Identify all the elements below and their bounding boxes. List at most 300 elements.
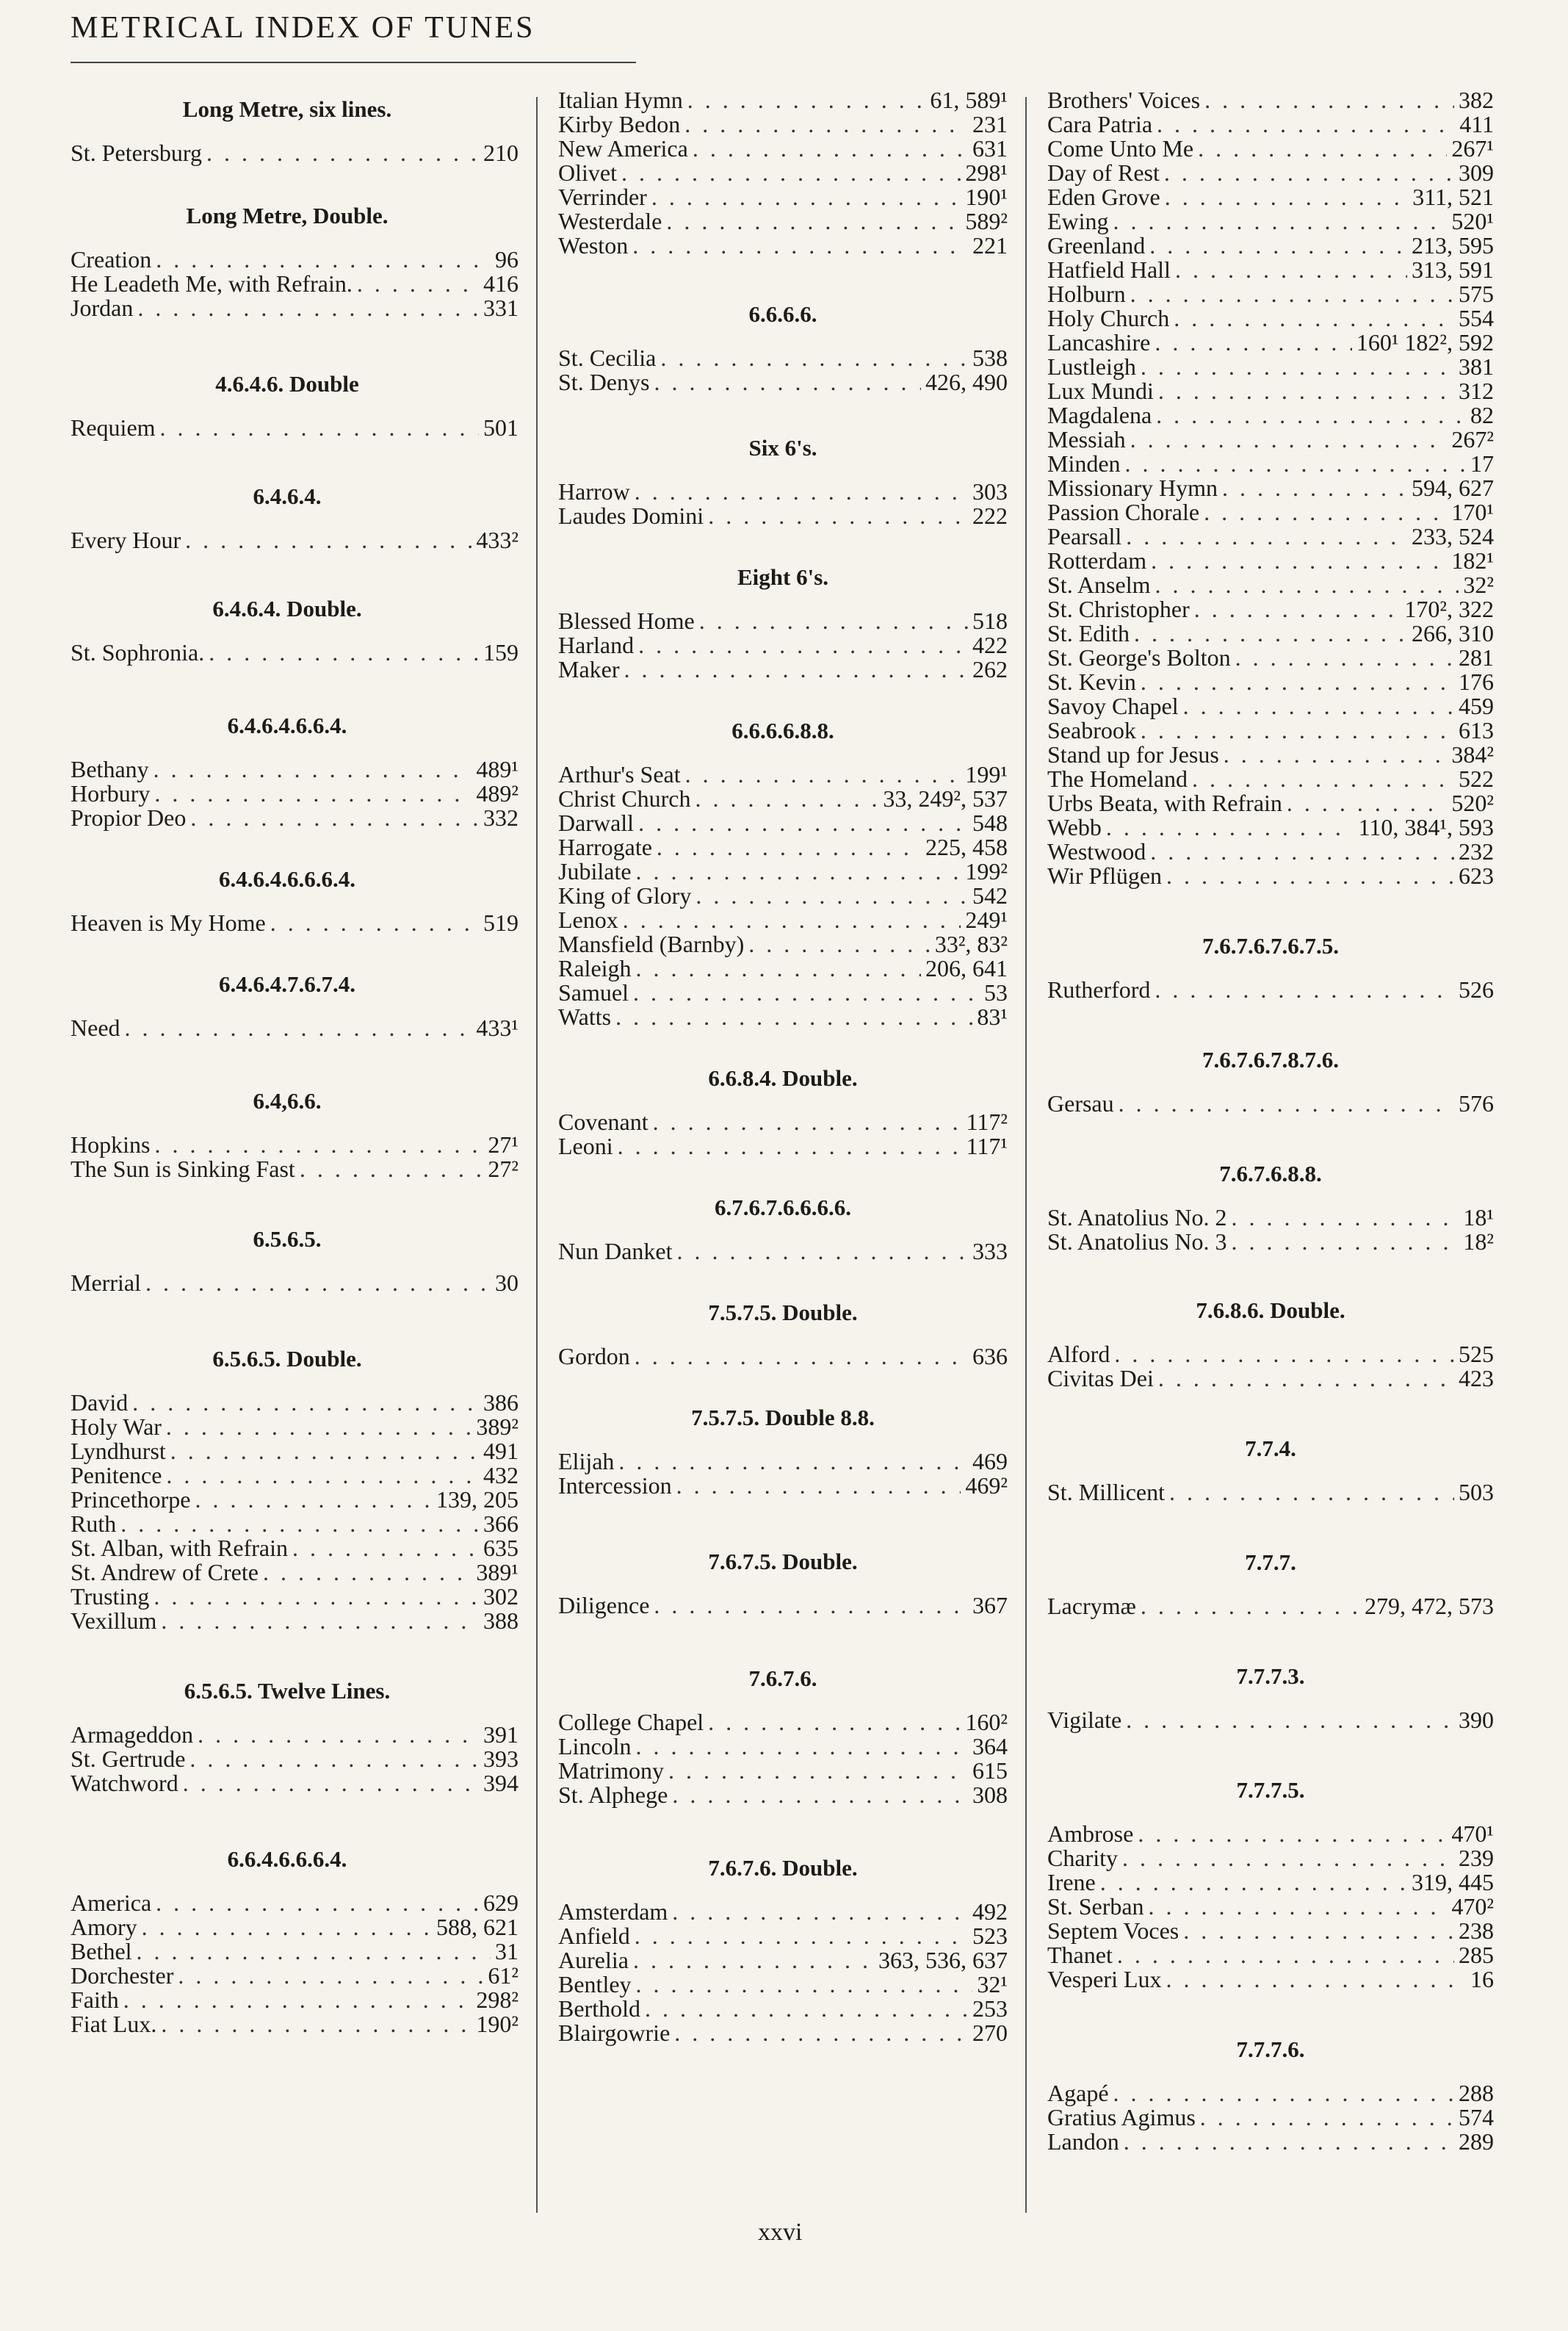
tune-name: Landon [1047, 2128, 1119, 2155]
dot-leader [708, 504, 968, 528]
tune-name: Seabrook [1047, 717, 1136, 743]
hymn-number: 615 [972, 1757, 1008, 1784]
dot-leader [748, 932, 931, 956]
index-section [71, 203, 519, 320]
dot-leader [300, 1157, 484, 1181]
dot-leader [633, 981, 980, 1005]
dot-leader [166, 1463, 479, 1488]
index-entry [558, 932, 1008, 956]
tune-name: Elijah [558, 1448, 615, 1474]
index-entry [558, 1900, 1008, 1924]
index-entry [71, 2012, 519, 2036]
hymn-number: 27¹ [488, 1131, 519, 1158]
index-entry [558, 480, 1008, 504]
index-section [1047, 1436, 1494, 1505]
index-entry [558, 1734, 1008, 1759]
index-entry [71, 296, 519, 320]
dot-leader [161, 2012, 472, 2036]
hymn-number: 289 [1459, 2128, 1494, 2155]
hymn-number: 312 [1459, 378, 1494, 404]
dot-leader [645, 1997, 968, 2021]
index-entry [558, 1759, 1008, 1783]
tune-name: Brothers' Voices [1047, 87, 1201, 113]
dot-leader [1204, 500, 1447, 525]
hymn-number: 33², 83² [934, 931, 1008, 957]
index-entry [558, 370, 1008, 394]
dot-leader [638, 633, 968, 657]
index-entry [1047, 525, 1494, 549]
tune-name: Bethany [71, 756, 149, 782]
index-entry [1047, 718, 1494, 743]
dot-leader [1166, 864, 1454, 888]
index-entry [71, 272, 519, 296]
dot-leader [672, 1783, 968, 1807]
index-entry [558, 811, 1008, 835]
section-heading: 6.6.8.4. Double. [708, 1065, 858, 1091]
dot-leader [1149, 1895, 1448, 1919]
index-entry [71, 911, 519, 935]
dot-leader [1150, 840, 1454, 864]
hymn-number: 206, 641 [925, 955, 1008, 981]
dot-leader [1165, 185, 1408, 209]
tune-name: The Sun is Sinking Fast [71, 1156, 295, 1182]
tune-name: Mansfield (Barnby) [558, 931, 745, 957]
dot-leader [145, 1271, 491, 1295]
tune-name: Heaven is My Home [71, 909, 266, 936]
hymn-number: 139, 205 [436, 1486, 519, 1513]
section-heading: 7.7.7. [1245, 1549, 1296, 1575]
tune-name: Lincoln [558, 1733, 632, 1759]
section-heading: 6.6.6.6. [748, 301, 817, 327]
index-entry [558, 161, 1008, 185]
index-entry [558, 137, 1008, 161]
dot-leader [1126, 525, 1407, 549]
section-heading: 7.6.7.6. Double. [708, 1855, 858, 1881]
tune-name: St. Gertrude [71, 1745, 186, 1772]
index-entry [1047, 137, 1494, 161]
dot-leader [635, 1924, 968, 1948]
tune-name: Bentley [558, 1971, 632, 1997]
tune-name: Wir Pflügen [1047, 862, 1163, 889]
index-section [558, 1666, 1008, 1807]
hymn-number: 459 [1459, 693, 1494, 719]
index-entry [1047, 840, 1494, 864]
index-section [71, 867, 519, 935]
index-entry [71, 1016, 519, 1040]
tune-name: Charity [1047, 1845, 1118, 1871]
dot-leader [1174, 306, 1454, 331]
dot-leader [1106, 815, 1354, 840]
hymn-number: 391 [483, 1721, 519, 1748]
tune-name: St. Alban, with Refrain [71, 1535, 288, 1561]
hymn-number: 381 [1459, 353, 1494, 380]
dot-leader [1231, 1230, 1459, 1254]
index-entry [558, 860, 1008, 884]
hymn-number: 520² [1451, 790, 1494, 816]
hymn-number: 588, 621 [436, 1914, 519, 1940]
tune-name: Septem Voces [1047, 1917, 1179, 1944]
dot-leader [633, 1948, 874, 1972]
section-heading: 4.6.4.6. Double [215, 371, 359, 397]
index-entry [1047, 500, 1494, 525]
index-entry [71, 782, 519, 806]
tune-name: Diligence [558, 1592, 650, 1618]
index-entry [1047, 2105, 1494, 2130]
hymn-number: 416 [483, 270, 519, 297]
index-entry [71, 1488, 519, 1512]
hymn-number: 83¹ [977, 1004, 1008, 1030]
dot-leader [674, 2021, 968, 2045]
hymn-number: 333 [972, 1238, 1008, 1264]
hymn-number: 27² [488, 1156, 519, 1182]
dot-leader [178, 1964, 483, 1988]
dot-leader [125, 1016, 472, 1040]
hymn-number: 298¹ [965, 159, 1008, 186]
tune-name: Hopkins [71, 1131, 151, 1158]
section-heading: 7.6.7.6.7.6.7.5. [1202, 933, 1339, 959]
index-entry [558, 981, 1008, 1005]
index-entry [558, 1344, 1008, 1369]
section-heading: 7.7.4. [1245, 1435, 1296, 1461]
hymn-number: 190¹ [965, 184, 1008, 210]
tune-name: Jubilate [558, 858, 632, 885]
hymn-number: 96 [495, 246, 519, 273]
hymn-number: 426, 490 [925, 369, 1008, 395]
hymn-number: 170¹ [1451, 499, 1494, 525]
index-entry [558, 1948, 1008, 1972]
section-heading: Long Metre, Double. [186, 203, 389, 228]
section-heading: 7.6.7.5. Double. [708, 1549, 858, 1574]
section-heading: Long Metre, six lines. [182, 96, 392, 122]
hymn-number: 225, 458 [925, 834, 1008, 860]
dot-leader [160, 416, 479, 440]
dot-leader [1198, 137, 1447, 161]
index-entry [1047, 161, 1494, 185]
index-section [71, 1089, 519, 1181]
tune-name: Anfield [558, 1923, 630, 1949]
tune-name: Urbs Beata, with Refrain [1047, 790, 1282, 816]
hymn-number: 519 [483, 909, 519, 936]
column-divider [1025, 97, 1027, 2213]
hymn-number: 262 [972, 656, 1008, 682]
index-entry [1047, 476, 1494, 500]
tune-name: Bethel [71, 1938, 132, 1964]
index-entry [71, 1157, 519, 1181]
dot-leader [1114, 1342, 1454, 1366]
index-section [1047, 1664, 1494, 1732]
index-entry [71, 416, 519, 440]
hymn-number: 18¹ [1463, 1204, 1494, 1231]
hymn-number: 332 [483, 804, 519, 831]
tune-name: Italian Hymn [558, 87, 683, 113]
index-entry [71, 1771, 519, 1795]
tune-name: Agapé [1047, 2080, 1109, 2106]
index-entry [1047, 1967, 1494, 1992]
tune-name: Passion Chorale [1047, 499, 1200, 525]
hymn-number: 389² [476, 1413, 519, 1440]
tune-name: Need [71, 1015, 120, 1041]
tune-name: Day of Rest [1047, 159, 1160, 186]
section-heading: 6.4.6.4.6.6.4. [227, 713, 347, 738]
tune-name: Irene [1047, 1869, 1096, 1895]
hymn-number: 33, 249², 537 [883, 785, 1008, 812]
dot-leader [1183, 694, 1454, 718]
tune-name: Lancashire [1047, 329, 1151, 356]
dot-leader [1158, 379, 1454, 403]
dot-leader [1287, 791, 1448, 815]
section-heading: Six 6's. [748, 435, 817, 461]
hymn-number: 82 [1470, 402, 1494, 428]
index-section [71, 972, 519, 1040]
hymn-number: 30 [495, 1269, 519, 1296]
hymn-number: 308 [972, 1781, 1008, 1808]
hymn-number: 176 [1459, 669, 1494, 695]
tune-name: St. Cecilia [558, 345, 657, 371]
index-entry [558, 88, 1008, 112]
tune-name: Creation [71, 246, 152, 273]
dot-leader [1200, 2105, 1454, 2130]
dot-leader [677, 1239, 968, 1264]
hymn-number: 386 [483, 1389, 519, 1416]
index-entry [558, 504, 1008, 528]
hymn-number: 249¹ [965, 907, 1008, 933]
hymn-number: 366 [483, 1510, 519, 1537]
section-heading: 7.6.7.6.8.8. [1219, 1161, 1322, 1186]
index-entry [1047, 1480, 1494, 1505]
tune-name: Ewing [1047, 208, 1109, 234]
tune-name: Armageddon [71, 1721, 194, 1748]
dot-leader [623, 908, 961, 932]
tune-name: Lux Mundi [1047, 378, 1154, 404]
hymn-number: 199¹ [965, 761, 1008, 788]
hymn-number: 433¹ [476, 1015, 519, 1041]
dot-leader [263, 1560, 472, 1585]
index-entry [71, 806, 519, 830]
hymn-number: 525 [1459, 1341, 1494, 1367]
dot-leader [1141, 355, 1454, 379]
dot-leader [1157, 112, 1455, 137]
tune-name: Leoni [558, 1133, 613, 1159]
dot-leader [137, 296, 479, 320]
dot-leader [695, 787, 878, 811]
tune-name: Blairgowrie [558, 2020, 671, 2046]
hymn-number: 522 [1459, 765, 1494, 792]
index-entry [1047, 1708, 1494, 1732]
dot-leader [156, 1891, 479, 1915]
index-section [1047, 1161, 1494, 1254]
dot-leader [1119, 1092, 1454, 1116]
index-entry [1047, 452, 1494, 476]
hymn-number: 159 [483, 639, 519, 666]
section-heading: 6.7.6.7.6.6.6.6. [715, 1195, 851, 1220]
index-section [558, 1856, 1008, 2045]
hymn-number: 281 [1459, 644, 1494, 671]
hymn-number: 518 [972, 608, 1008, 634]
index-entry [71, 528, 519, 552]
index-entry [71, 1723, 519, 1747]
index-column-3 [1047, 88, 1494, 2204]
tune-name: Savoy Chapel [1047, 693, 1179, 719]
hymn-number: 117² [966, 1109, 1008, 1135]
hymn-number: 110, 384¹, 593 [1358, 814, 1494, 840]
dot-leader [1113, 2081, 1454, 2105]
column-divider [536, 97, 538, 2213]
hymn-number: 267² [1451, 426, 1494, 453]
index-entry [1047, 1206, 1494, 1230]
index-section [1047, 1550, 1494, 1618]
tune-name: Magdalena [1047, 402, 1152, 428]
tune-name: New America [558, 135, 688, 162]
index-section [558, 1405, 1008, 1498]
tune-name: Vexillum [71, 1607, 157, 1634]
tune-name: St. Andrew of Crete [71, 1559, 259, 1585]
index-entry [1047, 1919, 1494, 1943]
index-entry [71, 1512, 519, 1536]
index-entry [1047, 1895, 1494, 1919]
index-column-2 [558, 88, 1008, 2204]
index-section [558, 436, 1008, 528]
index-entry [71, 1391, 519, 1415]
tune-name: Holy War [71, 1413, 162, 1440]
section-heading: 6.5.6.5. [253, 1226, 322, 1252]
hymn-number: 382 [1459, 87, 1494, 113]
tune-name: Every Hour [71, 527, 181, 553]
index-section [71, 597, 519, 665]
dot-leader [636, 1734, 968, 1759]
index-entry [71, 1463, 519, 1488]
dot-leader [1169, 1480, 1454, 1505]
hymn-number: 182¹ [1451, 547, 1494, 574]
tune-name: Maker [558, 656, 620, 682]
index-entry [558, 763, 1008, 787]
index-entry [1047, 1846, 1494, 1870]
hymn-number: 253 [972, 1995, 1008, 2022]
tune-name: King of Glory [558, 882, 692, 909]
index-entry [1047, 379, 1494, 403]
dot-leader [1224, 743, 1448, 767]
hymn-number: 160² [965, 1709, 1008, 1735]
hymn-number: 501 [483, 414, 519, 441]
hymn-number: 199² [965, 858, 1008, 885]
index-entry [71, 1536, 519, 1560]
dot-leader [1155, 573, 1459, 597]
hymn-number: 389¹ [476, 1559, 519, 1585]
dot-leader [666, 209, 961, 234]
hymn-number: 575 [1459, 281, 1494, 307]
tune-name: Minden [1047, 450, 1121, 477]
tune-name: Messiah [1047, 426, 1126, 453]
index-entry [558, 185, 1008, 209]
section-heading: 6.6.4.6.6.6.4. [227, 1846, 347, 1872]
tune-name: Watchword [71, 1770, 178, 1796]
dot-leader [1100, 1870, 1407, 1895]
dot-leader [120, 1512, 479, 1536]
hymn-number: 469 [972, 1448, 1008, 1474]
dot-leader [183, 1771, 479, 1795]
hymn-number: 393 [483, 1745, 519, 1772]
dot-leader [166, 1415, 472, 1439]
hymn-number: 270 [972, 2020, 1008, 2046]
index-entry [558, 1710, 1008, 1734]
tune-name: Holburn [1047, 281, 1126, 307]
hymn-number: 61² [488, 1962, 519, 1989]
index-entry [558, 633, 1008, 657]
hymn-number: 313, 591 [1412, 256, 1494, 283]
index-entry [1047, 88, 1494, 112]
tune-name: St. Edith [1047, 620, 1130, 646]
section-heading: 7.7.7.3. [1236, 1663, 1305, 1689]
tune-name: Hatfield Hall [1047, 256, 1171, 283]
index-section [71, 1227, 519, 1295]
index-entry [558, 1972, 1008, 1997]
index-entry [1047, 694, 1494, 718]
section-heading: 6.5.6.5. Double. [212, 1346, 362, 1372]
hymn-number: 221 [972, 232, 1008, 259]
dot-leader [1138, 1822, 1447, 1846]
dot-leader [618, 1134, 962, 1159]
tune-name: Lyndhurst [71, 1438, 166, 1464]
index-entry [558, 1474, 1008, 1498]
index-entry [558, 1449, 1008, 1474]
dot-leader [190, 806, 479, 830]
dot-leader [1134, 622, 1407, 646]
index-entry [1047, 258, 1494, 282]
section-heading: 7.6.7.6. [748, 1665, 817, 1691]
page-title: METRICAL INDEX OF TUNES [71, 11, 535, 45]
tune-name: America [71, 1889, 152, 1916]
index-entry [71, 1133, 519, 1157]
tune-name: St. Serban [1047, 1893, 1144, 1920]
hymn-number: 231 [972, 111, 1008, 137]
hymn-number: 423 [1459, 1365, 1494, 1391]
index-entry [1047, 549, 1494, 573]
section-heading: 7.7.7.5. [1236, 1777, 1305, 1803]
dot-leader [161, 1609, 479, 1633]
dot-leader [1158, 1366, 1454, 1391]
dot-leader [1183, 1919, 1454, 1943]
dot-leader [654, 370, 921, 394]
hymn-number: 469² [965, 1472, 1008, 1499]
index-entry [558, 609, 1008, 633]
index-section [558, 1549, 1008, 1618]
dot-leader [638, 811, 968, 835]
tune-name: Harland [558, 632, 635, 658]
index-entry [558, 112, 1008, 137]
tune-name: Blessed Home [558, 608, 695, 634]
dot-leader [154, 782, 472, 806]
dot-leader [209, 641, 479, 665]
hymn-number: 636 [972, 1343, 1008, 1369]
index-section [558, 1300, 1008, 1369]
dot-leader [292, 1536, 479, 1560]
index-section [1047, 1298, 1494, 1391]
dot-leader [153, 757, 472, 782]
tune-name: Verrinder [558, 184, 647, 210]
tune-name: Missionary Hymn [1047, 475, 1218, 501]
hymn-number: 542 [972, 882, 1008, 909]
index-entry [1047, 331, 1494, 355]
dot-leader [696, 884, 968, 908]
hymn-number: 288 [1459, 2080, 1494, 2106]
hymn-number: 266, 310 [1412, 620, 1494, 646]
tune-name: St. Anatolius No. 3 [1047, 1228, 1227, 1255]
hymn-number: 594, 627 [1412, 475, 1494, 501]
index-entry [1047, 670, 1494, 694]
dot-leader [1113, 209, 1448, 234]
hymn-number: 279, 472, 573 [1365, 1593, 1494, 1619]
hymn-number: 554 [1459, 305, 1494, 331]
dot-leader [1141, 670, 1454, 694]
